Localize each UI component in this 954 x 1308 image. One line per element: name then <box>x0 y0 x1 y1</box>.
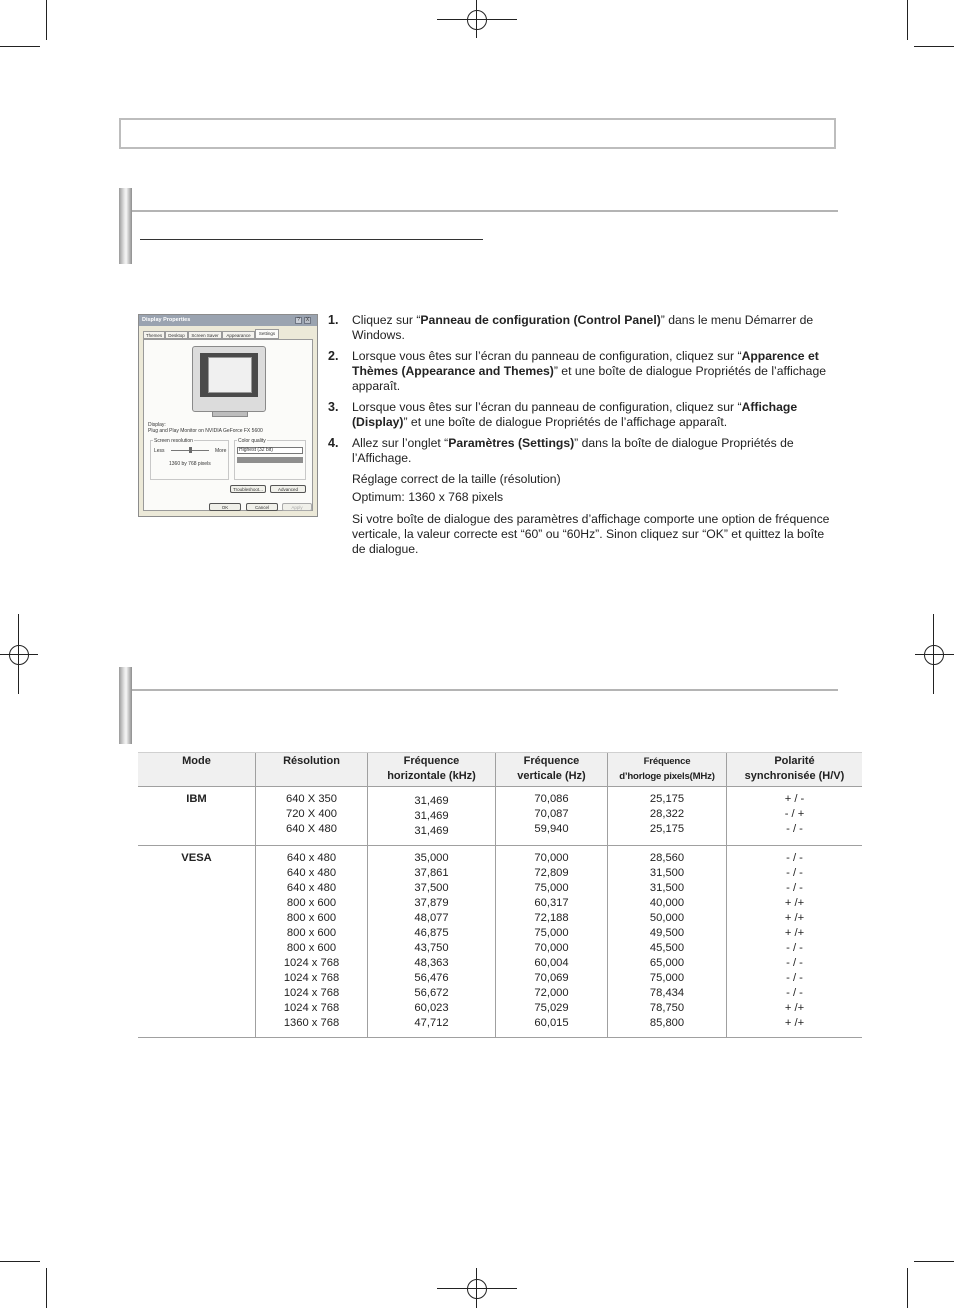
color-quality-label: Color quality <box>238 438 266 444</box>
color-quality-group <box>234 440 306 480</box>
header-resolution: Résolution <box>256 753 368 787</box>
note-optimum: Optimum: 1360 x 768 pixels <box>352 490 504 504</box>
display-properties-screenshot <box>138 314 318 517</box>
pixel-clock-cell: 25,175 28,322 25,175 <box>608 787 727 846</box>
tab-themes: Themes <box>143 331 165 339</box>
table-header-row <box>138 753 862 787</box>
settings-panel <box>143 339 313 511</box>
section-rule-1 <box>132 210 838 212</box>
step-2: 2. Lorsque vous êtes sur l’écran du panneau de configuration, cliquez sur “Apparence et Thèmes (Appearance and Themes)” et une boîte de dialogue Propriétés de l’affichage apparaît. <box>328 349 826 393</box>
header-pixel-clock: Fréquence d’horloge pixels(MHz) <box>608 753 727 787</box>
mode-cell: IBM <box>138 787 256 846</box>
table-row <box>138 846 862 1038</box>
step-number: 1. <box>328 313 339 327</box>
header-mode: Mode <box>138 753 256 787</box>
header-polarity: Polarité synchronisée (H/V) <box>727 753 863 787</box>
color-bar <box>237 457 303 463</box>
pixel-clock-cell: 28,560 31,500 31,500 40,000 50,000 49,500 45,500 65,000 75,000 78,434 78,750 85,800 <box>608 846 727 1038</box>
help-icon: ? <box>295 317 302 324</box>
tab-settings: Settings <box>255 329 279 339</box>
v-freq-cell: 70,000 72,809 75,000 60,317 72,188 75,000 70,000 60,004 70,069 72,000 75,029 60,015 <box>496 846 608 1038</box>
troubleshoot-button: Troubleshoot... <box>230 485 266 493</box>
section-bar-1 <box>119 188 132 264</box>
section-rule-2 <box>132 689 838 691</box>
step-4: 4. Allez sur l’onglet “Paramètres (Settings)” dans la boîte de dialogue Propriétés de l’Affichage. <box>328 436 794 465</box>
advanced-button: Advanced <box>270 485 306 493</box>
less-label: Less <box>154 448 165 454</box>
table-row <box>138 787 862 846</box>
color-quality-select: Highest (32 bit) <box>237 447 303 454</box>
note-frequency: Si votre boîte de dialogue des paramètres d’affichage comporte une option de fréquence verticale, la valeur correcte est “60” ou “60Hz”. Sinon cliquez sur “OK” et quittez la boîte de dialogue. <box>352 512 830 556</box>
tab-desktop: Desktop <box>165 331 188 339</box>
resolution-slider-thumb <box>189 447 192 453</box>
polarity-cell: + / - - / + - / - <box>727 787 863 846</box>
display-modes-table <box>138 752 862 1038</box>
more-label: More <box>215 448 227 454</box>
step-number: 2. <box>328 349 339 363</box>
resolution-group-label: Screen resolution <box>154 438 193 444</box>
section-underline-1 <box>140 239 483 240</box>
step-number: 3. <box>328 400 339 414</box>
section-bar-2 <box>119 667 132 744</box>
tab-appearance: Appearance <box>222 331 255 339</box>
display-label: Display: <box>148 422 166 428</box>
header-h-freq: Fréquence horizontale (kHz) <box>368 753 496 787</box>
polarity-cell: - / - - / - - / - + /+ + /+ + /+ - / - - / - - / - - / - + /+ + /+ <box>727 846 863 1038</box>
resolution-cell: 640 x 480 640 x 480 640 x 480 800 x 600 800 x 600 800 x 600 800 x 600 1024 x 768 1024 x 768 1024 x 768 1024 x 768 1360 x 768 <box>256 846 368 1038</box>
page-header-box <box>119 118 836 149</box>
dialog-title: Display Properties <box>142 317 191 323</box>
step-3: 3. Lorsque vous êtes sur l’écran du panneau de configuration, cliquez sur “Affichage (Display)” et une boîte de dialogue Propriétés de l’affichage apparaît. <box>328 400 798 429</box>
ok-button: OK <box>209 503 241 511</box>
step-1: 1. Cliquez sur “Panneau de configuration (Control Panel)” dans le menu Démarrer de Windows. <box>328 313 814 342</box>
instruction-steps <box>328 313 833 557</box>
dialog-titlebar <box>139 315 317 326</box>
resolution-group <box>150 440 229 480</box>
apply-button: Apply <box>282 503 312 511</box>
v-freq-cell: 70,086 70,087 59,940 <box>496 787 608 846</box>
h-freq-cell: 35,000 37,861 37,500 37,879 48,077 46,875 43,750 48,363 56,476 56,672 60,023 47,712 <box>368 846 496 1038</box>
display-value: Plug and Play Monitor on NVIDIA GeForce FX 5600 <box>148 428 263 434</box>
h-freq-cell: 31,469 31,469 31,469 <box>368 787 496 846</box>
step-number: 4. <box>328 436 339 450</box>
monitor-icon <box>192 346 266 412</box>
resolution-cell: 640 X 350 720 X 400 640 X 480 <box>256 787 368 846</box>
note-resolution: Réglage correct de la taille (résolution) <box>352 472 561 486</box>
cancel-button: Cancel <box>246 503 278 511</box>
header-v-freq: Fréquence verticale (Hz) <box>496 753 608 787</box>
close-icon: X <box>305 317 310 323</box>
resolution-value: 1360 by 768 pixels <box>169 461 211 467</box>
mode-cell: VESA <box>138 846 256 1038</box>
monitor-stand <box>212 411 248 417</box>
tab-screen-saver: Screen Saver <box>188 331 222 339</box>
